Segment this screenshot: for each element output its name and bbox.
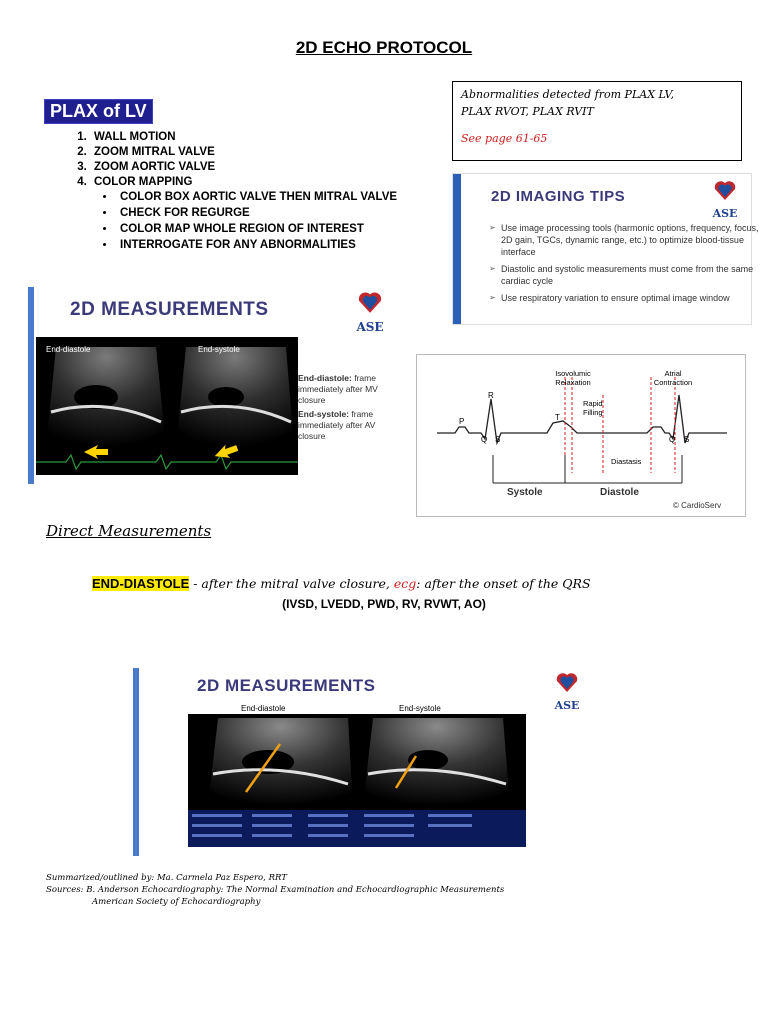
tips-list [483, 222, 761, 309]
ecg-word: ecg [393, 576, 417, 591]
sub-item: • CHECK FOR REGURGE [116, 206, 450, 221]
measurements-slide-1 [28, 287, 400, 484]
sub-item: • COLOR BOX AORTIC VALVE THEN MITRAL VALVE [116, 190, 450, 205]
diastasis-label: Diastasis [611, 457, 642, 466]
echo-frames-graphic [188, 714, 526, 847]
t-wave-label: T [555, 413, 560, 422]
rapid-filling-label: Rapid Filling [583, 399, 603, 417]
es-definition: End-systole: frame immediately after AV closure [298, 409, 376, 441]
meas-title: 2D MEASUREMENTS [197, 676, 376, 695]
credit-author: Summarized/outlined by: Ma. Carmela Paz Espero, RRT [46, 873, 287, 883]
logo-text: ASE [712, 207, 738, 220]
isovolumic-label: Isovolumic Relaxation [555, 369, 591, 387]
ed-text-1: - after the mitral valve closure, [189, 576, 394, 591]
frame-label: End-systole [399, 704, 441, 713]
plax-heading: PLAX of LV [44, 99, 153, 124]
tip-item: ➢ Use image processing tools (harmonic options, frequency, focus, 2D gain, TGCs, dynamic range, etc.) to optimize blood-tissue interface [501, 222, 761, 258]
q-wave-label: Q [481, 435, 488, 444]
ase-logo [545, 670, 589, 712]
step-item: 2. ZOOM MITRAL VALVE [90, 145, 450, 160]
tip-item: ➢ Use respiratory variation to ensure optimal image window [501, 292, 761, 304]
q-wave-label-2: Q [669, 435, 676, 444]
imaging-tips-slide [452, 173, 759, 325]
ase-logo [705, 178, 745, 220]
see-page-note: See page 61-65 [461, 132, 548, 145]
cardiac-cycle-diagram [416, 354, 746, 517]
credit-source: Sources: B. Anderson Echocardiography: The Normal Examination and Echocardiographic Measurements [46, 885, 505, 895]
s-wave-label: S [495, 435, 501, 444]
ase-logo [348, 289, 392, 334]
credits [46, 872, 504, 908]
diagram-credit: © CardioServ [673, 501, 722, 510]
note-line: Abnormalities detected from PLAX LV, [461, 88, 675, 101]
page-title: 2D ECHO PROTOCOL [295, 38, 473, 57]
measurement-params: (IVSD, LVEDD, PWD, RV, RVWT, AO) [282, 597, 486, 611]
ed-definition: End-diastole: frame immediately after MV closure [298, 373, 378, 405]
note-line: PLAX RVOT, PLAX RVIT [461, 105, 594, 118]
echo-image [188, 714, 526, 847]
heart-logo-icon [553, 670, 581, 694]
p-wave-label: P [459, 417, 465, 426]
ed-text-2: : after the onset of the QRS [416, 576, 591, 591]
step-label: COLOR MAPPING [94, 176, 193, 188]
diastole-label: Diastole [600, 487, 639, 498]
heart-logo-icon [355, 289, 385, 315]
color-mapping-sublist [94, 190, 450, 253]
measurements-slide-2 [133, 668, 603, 856]
echo-image [36, 337, 298, 475]
sub-item: • COLOR MAP WHOLE REGION OF INTEREST [116, 222, 450, 237]
meas-title: 2D MEASUREMENTS [70, 299, 269, 320]
tip-item: ➢ Diastolic and systolic measurements must come from the same cardiac cycle [501, 263, 761, 287]
logo-text: ASE [554, 699, 580, 712]
frame-definitions [298, 373, 398, 442]
s-wave-label-2: S [684, 435, 690, 444]
step-item: 1. WALL MOTION [90, 130, 450, 145]
atrial-label: Atrial Contraction [653, 369, 693, 387]
abnormalities-note [452, 81, 742, 161]
logo-text: ASE [356, 320, 384, 334]
end-diastole-line [92, 576, 591, 591]
frame-label: End-diastole [241, 704, 286, 713]
heart-logo-icon [712, 178, 738, 202]
step-item [90, 175, 450, 253]
r-wave-label: R [488, 391, 494, 400]
credit-source-2: American Society of Echocardiography [92, 897, 261, 907]
sub-item: • INTERROGATE FOR ANY ABNORMALITIES [116, 238, 450, 253]
frame-label: End-systole [198, 345, 240, 354]
systole-label: Systole [507, 487, 543, 498]
echo-frames-graphic [36, 337, 298, 475]
end-diastole-label: END-DIASTOLE [92, 576, 190, 591]
protocol-steps [52, 130, 450, 254]
tips-title: 2D IMAGING TIPS [491, 188, 626, 205]
frame-label: End-diastole [46, 345, 91, 354]
direct-measurements-heading: Direct Measurements [46, 522, 212, 540]
step-item: 3. ZOOM AORTIC VALVE [90, 160, 450, 175]
